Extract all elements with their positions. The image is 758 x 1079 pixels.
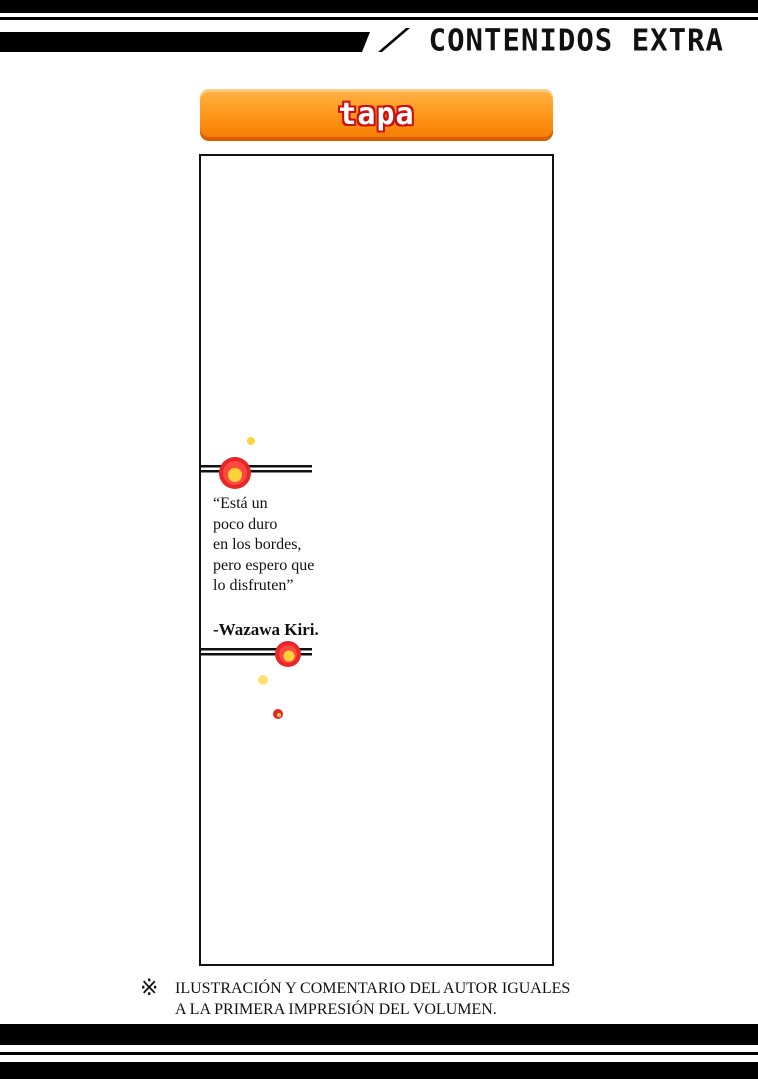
top-double-line bbox=[200, 465, 312, 468]
header-stripe bbox=[0, 24, 420, 54]
camellia-flower-icon-2 bbox=[275, 641, 301, 667]
reference-mark-icon: ※ bbox=[140, 976, 159, 1001]
author-signature: -Wazawa Kiri. bbox=[213, 620, 319, 639]
bottom-border-bar bbox=[0, 1062, 758, 1079]
section-title: CONTENIDOS EXTRA bbox=[428, 22, 724, 58]
footnote-text: ILUSTRACIÓN Y COMENTARIO DEL AUTOR IGUALES A LA PRIMERA IMPRESIÓN DEL VOLUMEN. bbox=[175, 980, 571, 1018]
petal-icon bbox=[258, 675, 268, 685]
bottom-thin-line bbox=[0, 1052, 758, 1055]
camellia-flower-icon bbox=[219, 457, 251, 489]
tab-label: tapa bbox=[338, 97, 415, 132]
red-bud-icon bbox=[273, 709, 283, 719]
top-thin-line bbox=[0, 17, 758, 20]
author-quote: “Está un poco duro en los bordes, pero espero que lo disfruten” bbox=[213, 495, 315, 595]
tab-banner bbox=[200, 89, 553, 141]
top-border-bar bbox=[0, 0, 758, 13]
bottom-thick-bar bbox=[0, 1024, 758, 1045]
flower-bud-icon bbox=[247, 437, 255, 445]
